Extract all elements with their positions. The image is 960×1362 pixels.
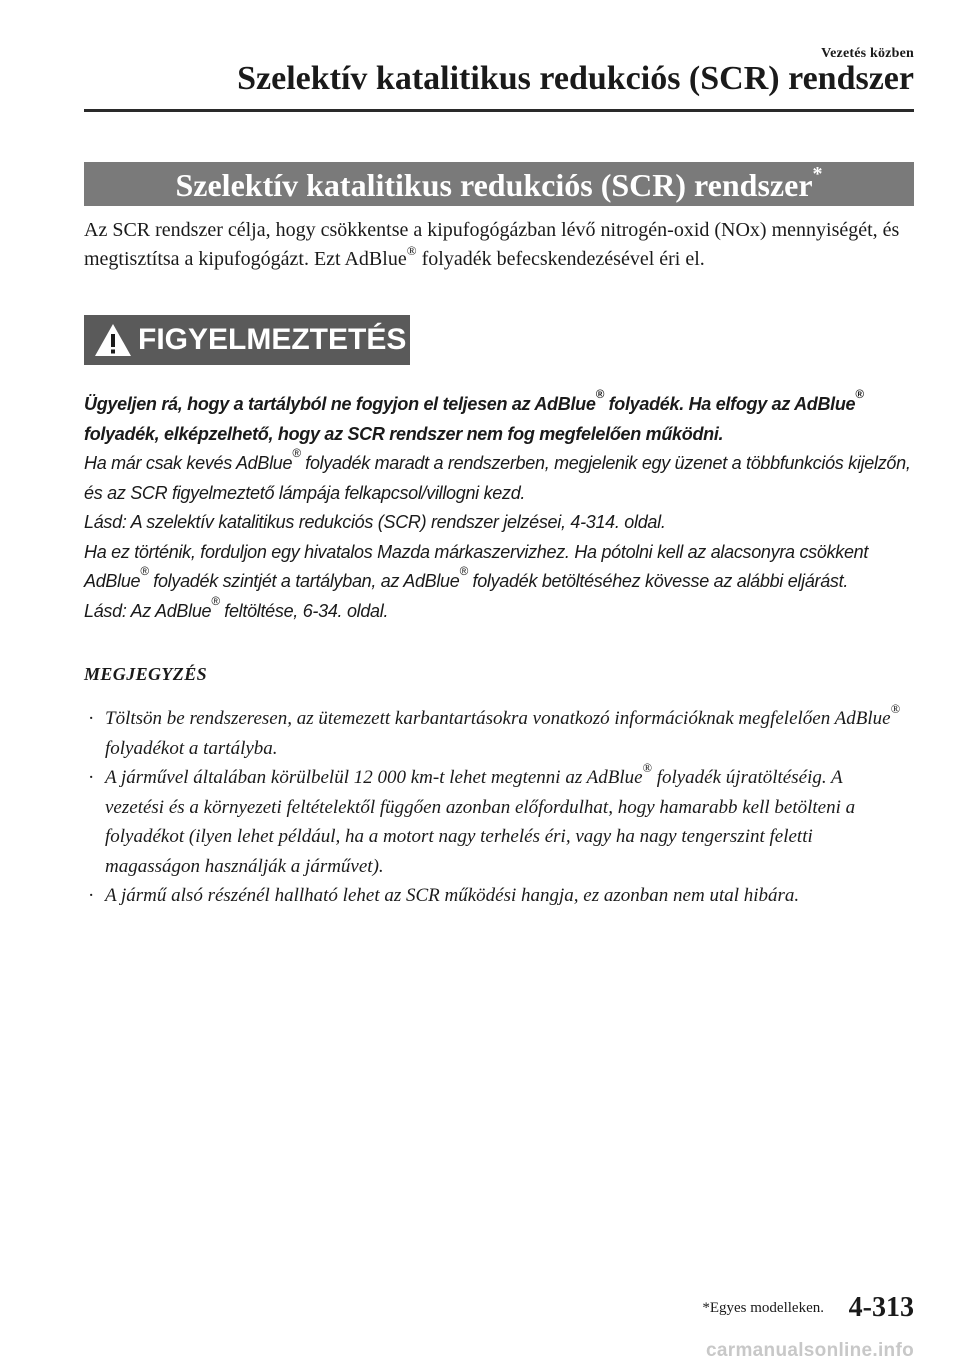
section-banner xyxy=(84,162,914,206)
warning-reference-1: Lásd: A szelektív katalitikus redukciós (SCR) rendszer jelzései, 4-314. oldal. xyxy=(84,512,666,532)
list-item: · Töltsön be rendszeresen, az ütemezett karbantartásokra vonatkozó információknak megfelelően AdBlue® folyadékot a tartályba. xyxy=(88,702,900,759)
list-item: · A járművel általában körülbelül 12 000 km-t lehet megtenni az AdBlue® folyadék újratöltéséig. A vezetési és a környezeti feltételektől függően azonban előfordulhat, hogy hamarabb kell betölteni a folyadékot (ilyen lehet például, ha a motort nagy terhelés éri, vagy ha nagy tengerszint feletti magasságon használják a járművet). xyxy=(88,761,856,877)
footnote: *Egyes modelleken. xyxy=(702,1300,824,1316)
note-title: MEGJEGYZÉS xyxy=(84,664,208,684)
bullet: · xyxy=(88,708,95,729)
bullet: · xyxy=(88,767,95,788)
warning-bold-paragraph: Ügyeljen rá, hogy a tartályból ne fogyjon el teljesen az AdBlue® folyadék. Ha elfogy az AdBlue® folyadék, elképzelhető, hogy az SCR rendszer nem fog megfelelően működni. xyxy=(84,388,864,444)
warning-triangle-icon xyxy=(90,315,136,365)
header-rule xyxy=(84,109,914,112)
warning-reference-2: Lásd: Az AdBlue® feltöltése, 6-34. oldal. xyxy=(84,594,389,621)
warning-box xyxy=(84,315,410,365)
header-subtitle: Vezetés közben xyxy=(821,46,914,61)
page-number: 4-313 xyxy=(848,1292,914,1323)
intro-paragraph: Az SCR rendszer célja, hogy csökkentse a kipufogógázban lévő nitrogén-oxid (NOx) mennyiségét, és megtisztítsa a kipufogógázt. Ezt AdBlue® folyadék befecskendezésével éri el. xyxy=(84,219,900,270)
warning-paragraph-2: Ha ez történik, forduljon egy hivatalos Mazda márkaszervizhez. Ha pótolni kell az alacsonyra csökkent AdBlue® folyadék szintjét a tartályban, az AdBlue® folyadék betöltéséhez kövesse az alábbi eljárást. xyxy=(84,541,869,591)
section-title: Szelektív katalitikus redukciós (SCR) rendszer xyxy=(175,167,813,203)
warning-label: FIGYELMEZTETÉS xyxy=(138,323,407,356)
watermark: carmanualsonline.info xyxy=(706,1340,914,1361)
bullet: · xyxy=(88,885,95,906)
warning-text xyxy=(84,390,914,626)
header-title: Szelektív katalitikus redukciós (SCR) rendszer xyxy=(237,60,914,97)
note-list xyxy=(84,704,904,911)
warning-paragraph-1: Ha már csak kevés AdBlue® folyadék maradt a rendszerben, megjelenik egy üzenet a többfunkciós kijelzőn, és az SCR figyelmeztető lámpája felkapcsol/villogni kezd. xyxy=(84,447,911,503)
list-item: · A jármű alsó részénél hallható lehet az SCR működési hangja, ez azonban nem utal hibára. xyxy=(84,881,904,911)
section-asterisk: * xyxy=(812,163,823,185)
registered-mark: ® xyxy=(406,243,417,258)
